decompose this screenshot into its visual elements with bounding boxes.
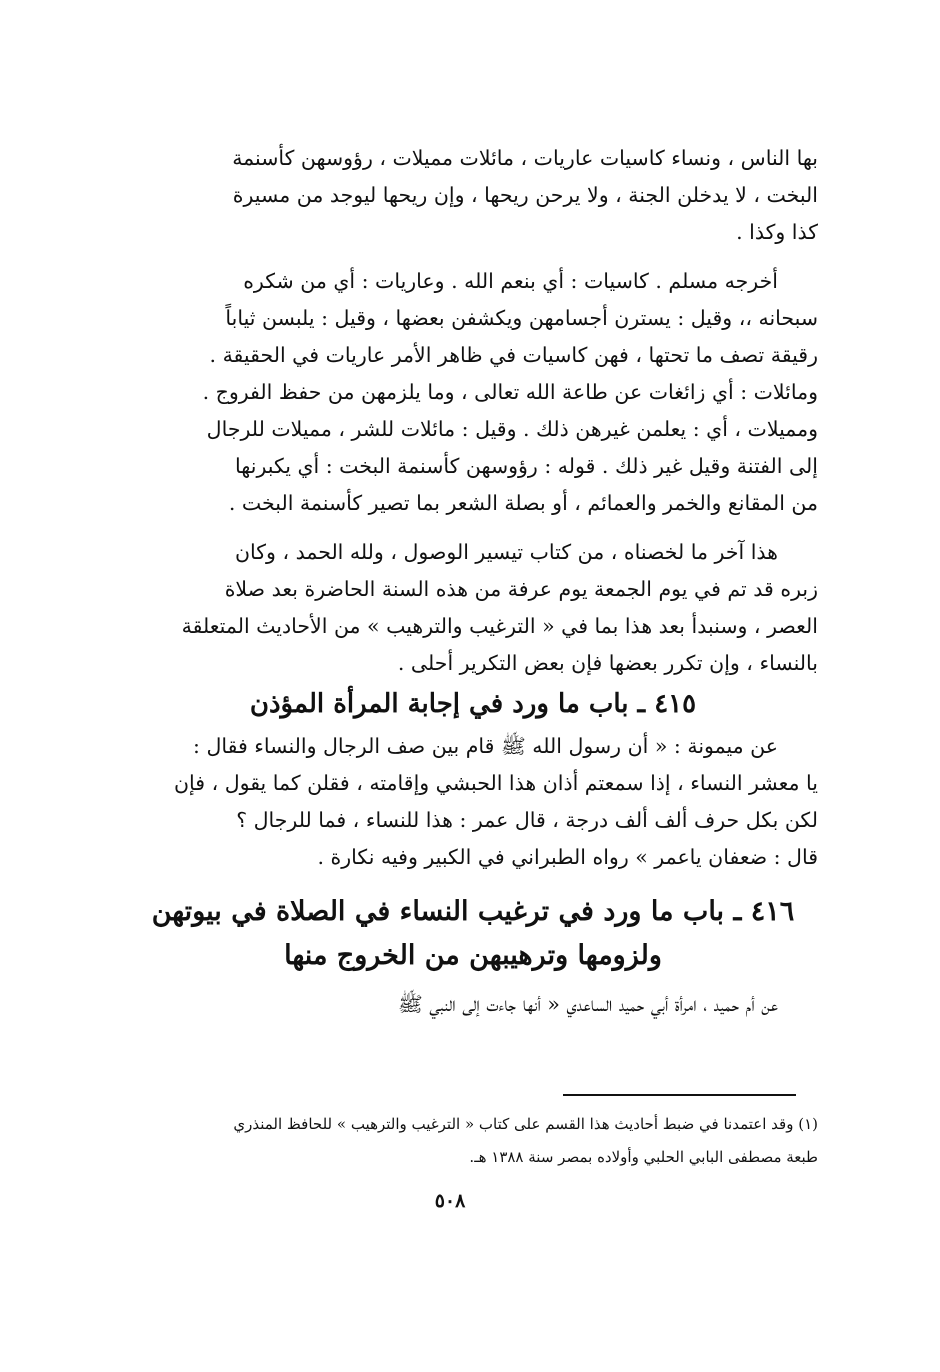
footnote-line: طبعة مصطفى البابي الحلبي وأولاده بمصر سنة ١٣٨٨ هـ. [469, 1148, 818, 1166]
paragraph-hadith-maymuna [128, 728, 818, 876]
footnote-divider [563, 1094, 796, 1096]
text-line: البخت ، لا يدخلن الجنة ، ولا يرحن ريحها ، وإن ريحها ليوجد من مسيرة [232, 183, 818, 207]
page-number: ٥٠٨ [434, 1190, 466, 1212]
text-line: من المقانع والخمر والعمائم ، أو بصلة الشعر بما تصير كأسنمة البخت . [228, 491, 818, 515]
text-line: هذا آخر ما لخصناه ، من كتاب تيسير الوصول ، ولله الحمد ، وكان [234, 540, 778, 564]
text-line: أخرجه مسلم . كاسيات : أي بنعم الله . وعاريات : أي من شكره [243, 269, 778, 293]
text-line: العصر ، وسنبدأ بعد هذا بما في « الترغيب والترهيب » من الأحاديث المتعلقة [181, 614, 818, 638]
page-body [128, 140, 818, 1023]
text-line: إلى الفتنة وقيل غير ذلك . قوله : رؤوسهن كأسنمة البخت : أي يكبرنها [235, 454, 818, 478]
text-line: زبره قد تم في يوم الجمعة يوم عرفة من هذه السنة الحاضرة بعد صلاة [224, 577, 818, 601]
paragraph-hadith-umm-humayd [128, 986, 818, 1023]
text-line: قال : ضعفان ياعمر » رواه الطبراني في الكبير وفيه نكارة . [317, 845, 818, 869]
footnote-line: (١) وقد اعتمدنا في ضبط أحاديث هذا القسم على كتاب « الترغيب والترهيب » للحافظ المنذري [233, 1115, 818, 1133]
footnotes [128, 1108, 818, 1174]
text-line: سبحانه ،، وقيل : يسترن أجسامهن ويكشفن بعضها ، وقيل : يلبسن ثياباً [225, 306, 818, 330]
section-heading-416-continued: ولزومها وترهيبهن من الخروج منها [284, 940, 662, 971]
text-line: لكن بكل حرف ألف ألف درجة ، قال عمر : هذا للنساء ، فما للرجال ؟ [236, 808, 818, 832]
text-line: بالنساء ، وإن تكرر بعضها فإن بعض التكرير أحلى . [397, 651, 818, 675]
text-line: عن أم حميد ، امرأة أبي حميد الساعدي « أنها جاءت إلى النبي ﷺ [397, 992, 778, 1016]
paragraph-commentary [128, 263, 818, 522]
section-heading-415: ٤١٥ ـ باب ما ورد في إجابة المرأة المؤذن [249, 689, 697, 719]
section-heading-416: ٤١٦ ـ باب ما ورد في ترغيب النساء في الصلاة في بيوتهن [151, 896, 795, 927]
text-line: ومميلات ، أي : يعلمن غيرهن ذلك . وقيل : مائلات للشر ، مميلات للرجال [206, 417, 818, 441]
paragraph-closing-note [128, 534, 818, 682]
paragraph-hadith-continuation [128, 140, 818, 251]
text-line: ومائلات : أي زائغات عن طاعة الله تعالى ، وما يلزمهن من حفظ الفروج . [202, 380, 818, 404]
text-line: بها الناس ، ونساء كاسيات عاريات ، مائلات مميلات ، رؤوسهن كأسنمة [232, 146, 818, 170]
text-line: عن ميمونة : « أن رسول الله ﷺ قام بين صف الرجال والنساء فقال : [193, 734, 778, 758]
text-line: يا معشر النساء ، إذا سمعتم أذان هذا الحبشي وإقامته ، فقلن كما يقول ، فإن [173, 771, 818, 795]
text-line: رقيقة تصف ما تحتها ، فهن كاسيات في ظاهر الأمر عاريات في الحقيقة . [209, 343, 818, 367]
text-line: كذا وكذا . [736, 220, 818, 244]
